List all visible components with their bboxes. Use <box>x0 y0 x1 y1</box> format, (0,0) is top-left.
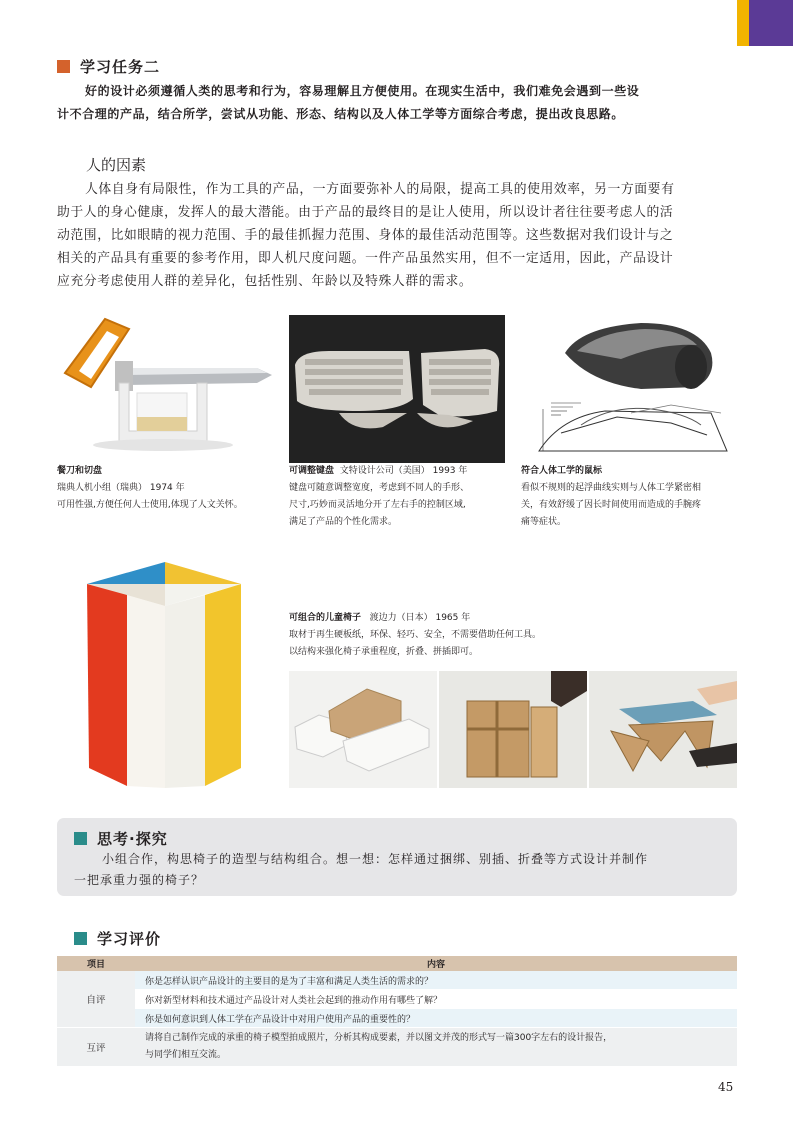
knife-and-board-photo <box>57 313 272 461</box>
think-title: 思考·探究 <box>97 830 168 848</box>
think-heading <box>74 828 168 849</box>
keyboard-caption <box>289 463 514 531</box>
cardboard-chair-photo <box>589 671 737 788</box>
cardboard-assembly-photo <box>439 671 587 788</box>
corner-purple-tab <box>749 0 793 46</box>
mouse-caption-title: 符合人体工学的鼠标 <box>521 466 603 476</box>
keyboard-caption-line-1: 键盘可随意调整宽度，考虑到不同人的手形、 <box>289 483 470 493</box>
human-line-3: 动范围，比如眼睛的视力范围、手的最佳抓握力范围、身体的最佳活动范围等。这些数据对我们设计与之 <box>57 228 674 243</box>
adjustable-keyboard-photo <box>289 315 505 463</box>
self-eval-item-1: 你是怎样认识产品设计的主要目的是为了丰富和满足人类生活的需求的？ <box>135 971 737 990</box>
human-line-5: 应充分考虑使用人群的差异化，包括性别、年龄以及特殊人群的需求。 <box>57 274 473 289</box>
task-paragraph <box>57 80 747 126</box>
task-title: 学习任务二 <box>80 58 161 76</box>
task-line-1: 好的设计必须遵循人类的思考和行为，容易理解且方便使用。在现实生活中，我们难免会遇到一些设 <box>85 84 640 98</box>
self-eval-item-2: 你对新型材料和技术通过产品设计对人类社会起到的推动作用有哪些了解？ <box>135 990 737 1009</box>
task-line-2: 计不合理的产品，结合所学，尝试从功能、形态、结构以及人体工学等方面综合考虑，提出改良思路。 <box>57 107 625 121</box>
ergonomic-mouse-photo <box>521 313 737 461</box>
keyboard-caption-line-3: 满足了产品的个性化需求。 <box>289 517 398 527</box>
evaluation-table <box>57 956 737 1067</box>
think-line-1: 小组合作，构思椅子的造型与结构组合。想一想：怎样通过捆绑、别插、折叠等方式设计并制作 <box>102 852 649 866</box>
cardboard-flat-pieces-photo <box>289 671 437 788</box>
keyboard-caption-title: 可调整键盘 <box>289 466 335 476</box>
chair-caption-line-1: 取材于再生硬板纸，环保、轻巧、安全，不需要借助任何工具。 <box>289 630 542 640</box>
corner-yellow-tab <box>737 0 749 46</box>
table-row <box>57 1009 737 1028</box>
chair-caption-line-2: 以结构来强化椅子承重程度，折叠、拼插即可。 <box>289 647 479 657</box>
orange-square-icon <box>57 60 70 73</box>
task-heading <box>57 56 160 77</box>
chair-caption-title: 可组合的儿童椅子 <box>289 613 362 623</box>
human-line-4: 相关的产品具有重要的参考作用，即人机尺度问题。一件产品虽然实用，但不一定适用，因此，产品设计 <box>57 251 674 266</box>
knife-caption-line-1: 瑞典人机小组（瑞典） 1974 年 <box>57 483 185 493</box>
self-eval-item-3: 你是如何意识到人体工学在产品设计中对用户使用产品的重要性的？ <box>135 1009 737 1028</box>
chair-caption-title-row <box>289 610 709 627</box>
peer-eval-line-1: 请将自己制作完成的承重的椅子模型拍成照片，分析其构成要素，并以图文并茂的形式写一篇300字左右的设计报告， <box>145 1033 613 1043</box>
keyboard-caption-line-2: 尺寸,巧妙而灵活地分开了左右手的控制区域, <box>289 500 466 510</box>
header-item: 项目 <box>57 956 135 971</box>
chair-caption-maker: 渡边力（日本） 1965 年 <box>369 613 471 623</box>
table-row <box>57 1028 737 1067</box>
keyboard-caption-title-row <box>289 463 514 480</box>
evaluation-title: 学习评价 <box>97 930 162 948</box>
peer-eval-content <box>135 1028 737 1067</box>
knife-caption <box>57 463 282 514</box>
knife-caption-title: 餐刀和切盘 <box>57 466 103 476</box>
colorful-stool-photo <box>87 562 243 788</box>
self-eval-label: 自评 <box>57 971 135 1028</box>
peer-eval-label: 互评 <box>57 1028 135 1067</box>
table-row <box>57 971 737 990</box>
teal-square-icon <box>74 932 87 945</box>
teal-square-icon <box>74 832 87 845</box>
mouse-caption-line-3: 痛等症状。 <box>521 517 567 527</box>
human-line-2: 助于人的身心健康，发挥人的最大潜能。由于产品的最终目的是让人使用，所以设计者往往要考虑人的活 <box>57 205 674 220</box>
mouse-caption-line-2: 关，有效舒缓了因长时间使用而造成的手腕疼 <box>521 500 702 510</box>
evaluation-header-row <box>57 956 737 971</box>
header-content: 内容 <box>135 956 737 971</box>
human-factors-heading: 人的因素 <box>86 156 147 174</box>
mouse-caption <box>521 463 746 531</box>
think-line-2: 一把承重力强的椅子？ <box>74 873 205 887</box>
chair-caption <box>289 610 709 661</box>
think-paragraph <box>74 849 734 891</box>
knife-caption-line-2: 可用性强,方便任何人士使用,体现了人文关怀。 <box>57 500 243 510</box>
human-factors-paragraph <box>57 178 747 293</box>
evaluation-heading <box>74 928 161 949</box>
peer-eval-line-2: 与同学们相互交流。 <box>145 1050 227 1060</box>
mouse-caption-line-1: 看似不规则的起浮曲线实则与人体工学紧密相 <box>521 483 702 493</box>
keyboard-caption-maker: 文特设计公司（美国） 1993 年 <box>339 466 468 476</box>
page-number: 45 <box>718 1080 734 1094</box>
human-line-1: 人体自身有局限性，作为工具的产品，一方面要弥补人的局限，提高工具的使用效率，另一方面要有 <box>85 182 675 197</box>
table-row <box>57 990 737 1009</box>
